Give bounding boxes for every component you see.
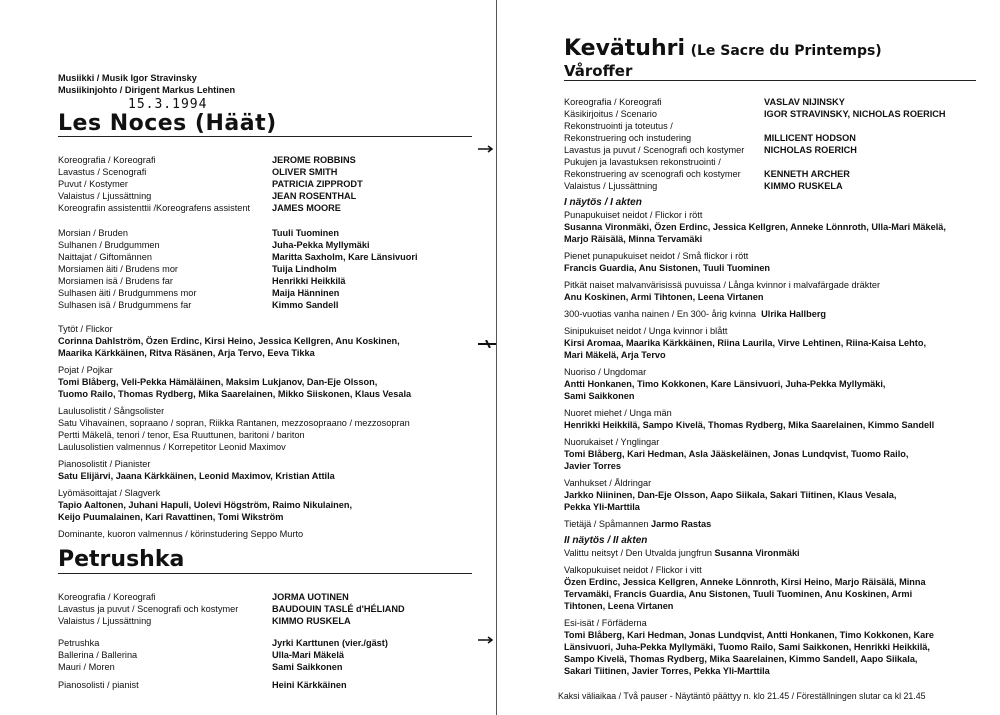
credit-row: Rekonstruering av scenografi och kostymer KENNETH ARCHER [564, 169, 850, 179]
tytot-label: Tytöt / Flickor [58, 324, 113, 334]
left-page [0, 0, 488, 715]
date-stamp: 15.3.1994 [128, 97, 208, 112]
cast-row: Sulhasen äiti / Brudgummens mor Maija Hänninen [58, 288, 340, 298]
group-label: Esi-isät / Förfäderna [564, 618, 647, 628]
credit-row: Valaistus / Ljussättning KIMMO RUSKELA [564, 181, 843, 191]
group-names: Jarkko Niininen, Dan-Eje Olsson, Aapo Siikala, Sakari Tiitinen, Klaus Vesala, [564, 490, 897, 500]
cast-row: Mauri / Moren Sami Saikkonen [58, 662, 343, 672]
title-rule [564, 80, 976, 81]
lyomasoittajat-names: Tapio Aaltonen, Juhani Hapuli, Uolevi Högström, Raimo Nikulainen, [58, 500, 353, 510]
page-fold-line [496, 0, 497, 715]
group-names: Anu Koskinen, Armi Tihtonen, Leena Virtanen [564, 292, 764, 302]
les-noces-credits [58, 154, 363, 214]
credit-row: Koreografia / Koreografi VASLAV NIJINSKY [564, 97, 845, 107]
group-label: Nuorukaiset / Ynglingar [564, 437, 660, 447]
lyomasoittajat-label: Lyömäsoittajat / Slagverk [58, 488, 161, 498]
laulusolistit-line: Satu Vihavainen, sopraano / sopran, Riikka Rantanen, mezzosopraano / mezzosopran [58, 418, 410, 428]
credit-row: Koreografin assistenttii /Koreografens assistent JAMES MOORE [58, 203, 341, 213]
group-row: Valittu neitsyt / Den Utvalda jungfrun Susanna Vironmäki [564, 548, 800, 558]
group-names: Tervamäki, Francis Guardia, Anu Sistonen, Tuuli Tuominen, Anu Koskinen, Armi [564, 589, 913, 599]
kevatuhri-cast [564, 197, 946, 677]
cast-row: Morsian / Bruden Tuuli Tuominen [58, 228, 340, 238]
group-label: Pitkät naiset malvanvärisissä puvuissa / Långa kvinnor i malvafärgade dräkter [564, 280, 881, 290]
cast-row: Morsiamen äiti / Brudens mor Tuija Lindholm [58, 264, 337, 274]
ensemble-block [58, 323, 411, 540]
tytot-names: Corinna Dahlström, Özen Erdinc, Kirsi Heino, Jessica Kellgren, Anu Koskinen, [58, 336, 400, 346]
group-names: Sampo Kivelä, Thomas Rydberg, Mika Saarelainen, Kimmo Sandell, Aapo Siikala, [564, 654, 918, 664]
group-label: Sinipukuiset neidot / Unga kvinnor i blått [564, 326, 728, 336]
pojat-label: Pojat / Pojkar [58, 365, 113, 375]
credit-row: Lavastus / Scenografi OLIVER SMITH [58, 167, 338, 177]
intermission-footer: Kaksi väliaikaa / Två pauser - Näytäntö päättyy n. klo 21.45 / Föreställningen slutar ca kl 21.45 [558, 691, 926, 701]
cast-row: Ballerina / Ballerina Ulla-Mari Mäkelä [58, 650, 344, 660]
credit-row: Puvut / Kostymer PATRICIA ZIPPRODT [58, 179, 363, 189]
tytot-names: Maarika Kärkkäinen, Ritva Räsänen, Arja Tervo, Eeva Tikka [58, 348, 315, 358]
music-credit: Musiikki / Musik Igor Stravinsky [58, 73, 197, 83]
group-names: Tihtonen, Leena Virtanen [564, 601, 674, 611]
les-noces-title: Les Noces (Häät) [58, 111, 277, 136]
group-names: Özen Erdinc, Jessica Kellgren, Anneke Lönnroth, Kirsi Heino, Marjo Räisälä, Minna [564, 577, 926, 587]
petrushka-cast [58, 637, 388, 691]
cast-row: Morsiamen isä / Brudens far Henrikki Heikkilä [58, 276, 346, 286]
credit-row: Lavastus ja puvut / Scenografi och kostymer BAUDOUIN TASLÉ d'HÉLIAND [58, 604, 405, 614]
credit-row: Koreografia / Koreografi JORMA UOTINEN [58, 592, 349, 602]
pojat-names: Tuomo Railo, Thomas Rydberg, Mika Saarelainen, Mikko Siiskonen, Klaus Vesala [58, 389, 412, 399]
group-names: Kirsi Aromaa, Maarika Kärkkäinen, Riina Laurila, Virve Lehtinen, Riina-Kaisa Lehto, [564, 338, 927, 348]
group-names: Susanna Vironmäki, Özen Erdinc, Jessica Kellgren, Anneke Lönnroth, Ulla-Mari Mäkelä, [564, 222, 946, 232]
credit-row: Valaistus / Ljussättning KIMMO RUSKELA [58, 616, 351, 626]
group-names: Länsivuori, Juha-Pekka Myllymäki, Tuomo Railo, Sami Saikkonen, Henrikki Heikkilä, [564, 642, 930, 652]
group-names: Marjo Räisälä, Minna Tervamäki [564, 234, 703, 244]
group-names: Henrikki Heikkilä, Sampo Kivelä, Thomas Rydberg, Mika Saarelainen, Kimmo Sandell [564, 420, 935, 430]
credit-row: Rekonstruointi ja toteutus / [564, 121, 673, 131]
group-names: Javier Torres [564, 461, 622, 471]
act-one-heading: I näytös / I akten [564, 197, 642, 208]
group-label: Punapukuiset neidot / Flickor i rött [564, 210, 703, 220]
credit-row: Lavastus ja puvut / Scenografi och kostymer NICHOLAS ROERICH [564, 145, 857, 155]
cast-row: Sulhanen / Brudgummen Juha-Pekka Myllymäki [58, 240, 370, 250]
group-names: Sami Saikkonen [564, 391, 635, 401]
group-names: Sakari Tiitinen, Javier Torres, Pekka Yli-Marttila [564, 666, 770, 676]
cast-row: Naittajat / Giftomännen Maritta Saxholm, Kare Länsivuori [58, 252, 418, 262]
lyomasoittajat-names: Keijo Puumalainen, Kari Ravattinen, Tomi Wikström [58, 512, 284, 522]
group-names: Pekka Yli-Marttila [564, 502, 640, 512]
kevatuhri-title-original: (Le Sacre du Printemps) [690, 43, 882, 59]
credit-row: Rekonstruering och instudering MILLICENT HODSON [564, 133, 856, 143]
group-names: Tomi Blåberg, Kari Hedman, Jonas Lundqvist, Antti Honkanen, Timo Kokkonen, Kare [564, 630, 934, 640]
laulusolistit-line: Pertti Mäkelä, tenori / tenor, Esa Ruuttunen, baritoni / bariton [58, 430, 305, 440]
title-rule [58, 136, 472, 137]
group-label: Nuoriso / Ungdomar [564, 367, 647, 377]
petrushka-credits [58, 591, 405, 627]
group-names: Mari Mäkelä, Arja Tervo [564, 350, 666, 360]
laulusolistit-line: Laulusolistien valmennus / Korrepetitor Leonid Maximov [58, 442, 286, 452]
cast-row: Pianosolisti / pianist Heini Kärkkäinen [58, 680, 347, 690]
credit-row: Pukujen ja lavastuksen rekonstruointi / [564, 157, 721, 167]
credit-row: Koreografia / Koreografi JEROME ROBBINS [58, 155, 356, 165]
cast-row: Sulhasen isä / Brudgummens far Kimmo Sandell [58, 300, 339, 310]
petrushka-title: Petrushka [58, 547, 185, 572]
pianosolistit-label: Pianosolistit / Pianister [58, 459, 151, 469]
kevatuhri-subtitle: Våroffer [564, 62, 633, 80]
group-label: Vanhukset / Åldringar [564, 478, 652, 488]
act-two-heading: II näytös / II akten [564, 535, 648, 546]
dominante-line: Dominante, kuoron valmennus / körinstudering Seppo Murto [58, 529, 304, 539]
les-noces-cast [58, 227, 418, 311]
pojat-names: Tomi Blåberg, Veli-Pekka Hämäläinen, Maksim Lukjanov, Dan-Eje Olsson, [58, 377, 378, 387]
group-names: Antti Honkanen, Timo Kokkonen, Kare Länsivuori, Juha-Pekka Myllymäki, [564, 379, 886, 389]
group-label: Pienet punapukuiset neidot / Små flickor i rött [564, 251, 749, 261]
right-page [512, 0, 1000, 715]
conductor-credit: Musiikinjohto / Dirigent Markus Lehtinen [58, 85, 236, 95]
group-names: Francis Guardia, Anu Sistonen, Tuuli Tuominen [564, 263, 771, 273]
title-rule [58, 573, 472, 574]
group-label: Nuoret miehet / Unga män [564, 408, 672, 418]
kevatuhri-title [564, 36, 882, 61]
laulusolistit-label: Laulusolistit / Sångsolister [58, 406, 165, 416]
group-names: Tomi Blåberg, Kari Hedman, Asla Jääskeläinen, Jonas Lundqvist, Tuomo Railo, [564, 449, 909, 459]
pianosolistit-names: Satu Elijärvi, Jaana Kärkkäinen, Leonid Maximov, Kristian Attila [58, 471, 335, 481]
group-label: Valkopukuiset neidot / Flickor i vitt [564, 565, 702, 575]
kevatuhri-credits [564, 96, 946, 192]
cast-row: Petrushka Jyrki Karttunen (vier./gäst) [58, 638, 388, 648]
credit-row: Käsikirjoitus / Scenario IGOR STRAVINSKY, NICHOLAS ROERICH [564, 109, 946, 119]
group-row: Tietäjä / Spåmannen Jarmo Rastas [564, 519, 712, 529]
kevatuhri-title-main: Kevätuhri [564, 36, 685, 61]
credit-row: Valaistus / Ljussättning JEAN ROSENTHAL [58, 191, 357, 201]
group-row: 300-vuotias vanha nainen / En 300- årig kvinna Ulrika Hallberg [564, 309, 827, 319]
